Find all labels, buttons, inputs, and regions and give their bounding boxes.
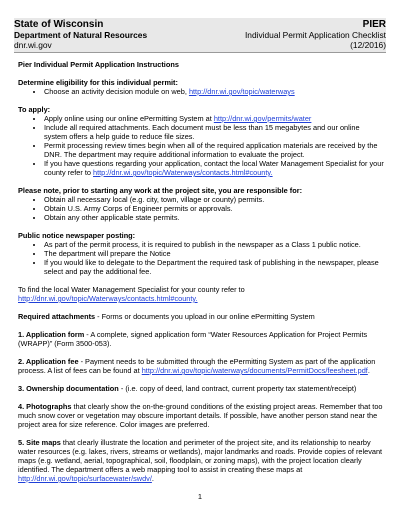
list-item: • Obtain all necessary local (e.g. city, town, village or county) permits.: [44, 195, 384, 204]
instructions-title: Pier Individual Permit Application Instructions: [18, 60, 179, 69]
notice-heading: Public notice newspaper posting:: [18, 231, 136, 240]
document-title: Individual Permit Application Checklist: [244, 30, 386, 40]
attachment-ownership: 3. Ownership documentation - (i.e. copy of deed, land contract, current property tax statement/receipt): [18, 384, 357, 393]
list-item: • As part of the permit process, it is required to publish in the newspaper as a Class 1 public notice.: [44, 240, 384, 249]
document-body: [18, 60, 384, 483]
list-item: • Include all required attachments. Each document must be less than 15 megabytes and our online system offers a help guide to reduce file sizes.: [44, 123, 384, 141]
list-item: • Apply online using our online ePermitting System at http://dnr.wi.gov/permits/water: [44, 114, 384, 123]
decision-module-link[interactable]: http://dnr.wi.gov/topic/waterways: [188, 87, 295, 96]
eligibility-heading: Determine eligibility for this individual permit:: [18, 78, 178, 87]
revision-date: (12/2016): [350, 40, 386, 50]
find-specialist-text: To find the local Water Management Specialist for your county refer to http://dnr.wi.gov/topic/Waterways/contacts.html#county.: [18, 285, 245, 303]
department-name: Department of Natural Resources: [14, 30, 148, 40]
header-right: [245, 19, 386, 50]
responsible-heading: Please note, prior to starting any work at the project site, you are responsible for:: [18, 186, 303, 195]
list-item: • Obtain U.S. Army Corps of Engineer permits or approvals.: [44, 204, 384, 213]
list-item: • Permit processing review times begin when all of the required application materials are received by the DNR. The department may require additional information to evaluate the project.: [44, 141, 384, 159]
state-name: State of Wisconsin: [14, 19, 104, 30]
page-number: 1: [197, 492, 203, 501]
epermitting-link[interactable]: http://dnr.wi.gov/permits/water: [213, 114, 312, 123]
fee-sheet-link[interactable]: http://dnr.wi.gov/topic/waterways/documents/PermitDocs/feesheet.pdf: [141, 366, 368, 375]
form-code: PIER: [362, 19, 386, 30]
attachments-heading: Required attachments - Forms or documents you upload in our online ePermitting System: [18, 312, 315, 321]
list-item: • If you would like to delegate to the Department the required task of publishing in the newspaper, please select and pay the additional fee.: [44, 258, 384, 276]
responsible-list: [18, 195, 384, 222]
notice-list: [18, 240, 384, 276]
attachment-photographs: 4. Photographs that clearly show the on-the-ground conditions of the existing project areas. Remember that too much snow cover or vegetation may obscure important details. If possible, have another person stand near the project area for size reference. Color images are preferred.: [18, 402, 383, 429]
eligibility-list: [18, 87, 384, 96]
attachment-application-fee: 2. Application fee - Payment needs to be submitted through the ePermitting System as part of the application process. A list of fees can be found at http://dnr.wi.gov/topic/waterways/documents/PermitDocs/feesheet.pdf.: [18, 357, 376, 375]
website: dnr.wi.gov: [14, 40, 52, 50]
attachment-application-form: 1. Application form - A complete, signed application form “Water Resources Application for Project Permits (WRAPP)” (Form 3500-053).: [18, 330, 368, 348]
list-item: • Choose an activity decision module on web, http://dnr.wi.gov/topic/waterways: [44, 87, 384, 96]
apply-heading: To apply:: [18, 105, 51, 114]
attachment-site-maps: 5. Site maps that clearly illustrate the location and perimeter of the project site, and its relationship to nearby water resources (e.g. lakes, rivers, streams or wetlands), major landmarks and roads. Provide copies of relevant maps (e.g. wetland, aerial, topographical, soil, floodplain, or zoning maps), with the project location clearly identified. The department offers a web mapping tool to assist in creating these maps at http://dnr.wi.gov/topic/surfacewater/swdv/.: [18, 438, 383, 483]
specialist-link[interactable]: http://dnr.wi.gov/topic/Waterways/contacts.html#county.: [18, 294, 198, 303]
mapping-tool-link[interactable]: http://dnr.wi.gov/topic/surfacewater/swdv/: [18, 474, 152, 483]
apply-list: [18, 114, 384, 177]
list-item: • The department will prepare the Notice: [44, 249, 384, 258]
header-left: [14, 19, 147, 50]
list-item: • Obtain any other applicable state permits.: [44, 213, 384, 222]
contacts-link[interactable]: http://dnr.wi.gov/topic/Waterways/contacts.html#county.: [93, 168, 273, 177]
list-item: • If you have questions regarding your application, contact the local Water Management Specialist for your county refer to http://dnr.wi.gov/topic/Waterways/contacts.html#county.: [44, 159, 384, 177]
page-header: [14, 18, 386, 53]
